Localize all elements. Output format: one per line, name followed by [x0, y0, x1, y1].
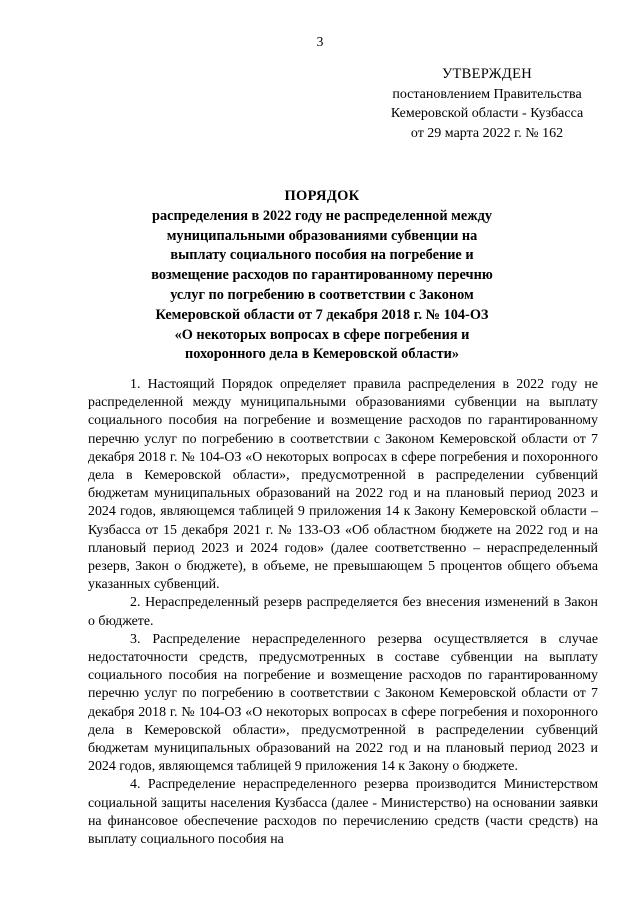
- heading-line: муниципальными образованиями субвенции на: [166, 227, 478, 244]
- approval-line: постановлением Правительства: [392, 86, 582, 102]
- paragraph-2: 2. Нераспределенный резерв распределяется без внесения изменений в Закон о бюджете.: [88, 595, 598, 629]
- page-number: 3: [316, 34, 324, 49]
- approval-title: УТВЕРЖДЕН: [441, 66, 533, 82]
- heading-line: Кемеровской области от 7 декабря 2018 г. № 104-ОЗ: [155, 306, 489, 323]
- approval-block: [372, 65, 602, 143]
- document-body: [88, 376, 598, 849]
- heading-line: выплату социального пособия на погребение и: [170, 247, 474, 264]
- approval-line: от 29 марта 2022 г. № 162: [410, 125, 564, 141]
- paragraph-3: 3. Распределение нераспределенного резерва осуществляется в случае недостаточности средств, предусмотренных в составе субвенции на выплату социального пособия на погребение и возмещение расходов по гарантированному перечню услуг по погребению в соответствии с Законом Кемеровской области от 7 декабря 2018 г. № 104-ОЗ «О некоторых вопросах в сфере погребения и похоронного дела в Кемеровской области», предусмотренной в распределении субвенций бюджетам муниципальных образований на 2022 год и на плановый период 2023 и 2024 годов, являющемся таблицей 9 приложения 14 к Закону о бюджете.: [88, 631, 598, 775]
- paragraph-1: 1. Настоящий Порядок определяет правила распределения в 2022 году не распределенной между муниципальными образованиями субвенции на выплату социального пособия на погребение и возмещение расходов по гарантированному перечню услуг по погребению в соответствии с Законом Кемеровской области от 7 декабря 2018 г. № 104-ОЗ «О некоторых вопросах в сфере погребения и похоронного дела в Кемеровской области», предусмотренной в распределении субвенций бюджетам муниципальных образований на 2022 год и на плановый период 2023 и 2024 годов, являющемся таблицей 9 приложения 14 к Закону Кемеровской области – Кузбасса от 15 декабря 2021 г. № 133-ОЗ «Об областном бюджете на 2022 год и на плановый период 2023 и 2024 годов» (далее соответственно – нераспределенный резерв, Закон о бюджете), в объеме, не превышающем 5 процентов общего объема указанных субвенций.: [88, 377, 598, 593]
- approval-line: Кемеровской области - Кузбасса: [390, 106, 584, 121]
- heading-line: похоронного дела в Кемеровской области»: [184, 346, 460, 363]
- paragraph-4: 4. Распределение нераспределенного резерва производится Министерством социальной защиты населения Кузбасса (далее - Министерство) на основании заявки на финансовое обеспечение расходов по перечислению средств (части средств) на выплату социального пособия на: [88, 777, 598, 848]
- heading-line: услуг по погребению в соответствии с Законом: [170, 286, 474, 303]
- document-title: ПОРЯДОК: [284, 188, 360, 204]
- heading-line: возмещение расходов по гарантированному перечню: [151, 267, 493, 284]
- heading-line: «О некоторых вопросах в сфере погребения и: [174, 326, 470, 343]
- heading-line: распределения в 2022 году не распределенной между: [152, 207, 492, 224]
- document-heading: [120, 187, 524, 365]
